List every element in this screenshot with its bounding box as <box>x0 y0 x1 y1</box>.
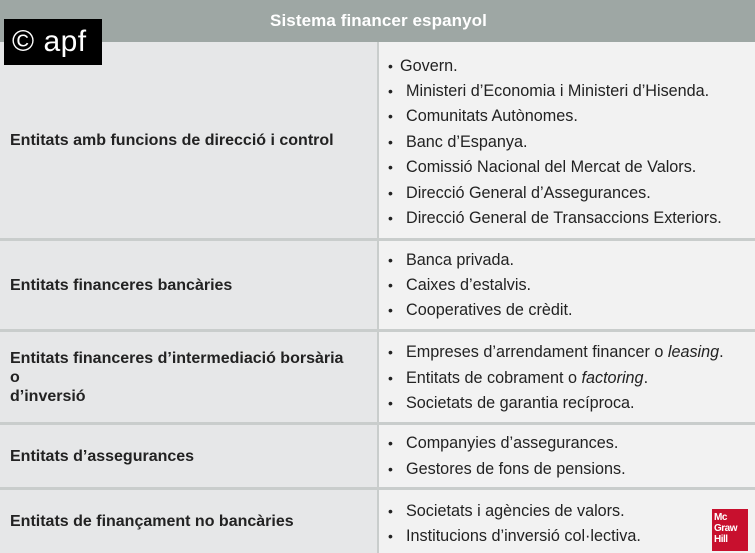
list-item: • Banc d’Espanya. <box>388 133 528 151</box>
bullet-icon: • <box>388 277 393 293</box>
bullet-icon: • <box>388 159 393 175</box>
row-label-cell <box>0 42 377 238</box>
bullet-icon: • <box>388 528 393 544</box>
bullet-icon: • <box>388 210 393 226</box>
row-label-cell <box>0 425 377 487</box>
row-label-cell <box>0 332 377 422</box>
list-item: • Gestores de fons de pensions. <box>388 460 626 478</box>
bullet-icon: • <box>388 58 393 74</box>
list-item: • Societats de garantia recíproca. <box>388 394 635 412</box>
table-title: Sistema financer espanyol <box>270 11 487 30</box>
row-items-cell <box>379 241 755 329</box>
bullet-icon: • <box>388 461 393 477</box>
list-item: • Comunitats Autònomes. <box>388 107 578 125</box>
row-label: Entitats amb funcions de direcció i control <box>10 131 334 149</box>
list-item: • Direcció General de Transaccions Exteriors. <box>388 209 722 227</box>
list-item: • Ministeri d’Economia i Ministeri d’Hisenda. <box>388 82 710 100</box>
row-label-cell <box>0 241 377 329</box>
list-item: • Caixes d’estalvis. <box>388 276 532 294</box>
bullet-icon: • <box>388 503 393 519</box>
list-item: • Societats i agències de valors. <box>388 502 625 520</box>
row-items-cell <box>379 425 755 487</box>
list-item: • Companyies d’assegurances. <box>388 434 619 452</box>
list-item: • Institucions d’inversió col·lectiva. <box>388 527 641 545</box>
bullet-icon: • <box>388 395 393 411</box>
copyright-watermark: © apf <box>4 19 102 65</box>
bullet-icon: • <box>388 108 393 124</box>
list-item: • Entitats de cobrament o factoring. <box>388 369 649 387</box>
bullet-icon: • <box>388 302 393 318</box>
bullet-icon: • <box>388 134 393 150</box>
row-label: Entitats de finançament no bancàries <box>10 513 294 530</box>
bullet-icon: • <box>388 344 393 360</box>
mcgraw-hill-logo: Mc Graw Hill <box>712 509 748 551</box>
bullet-icon: • <box>388 435 393 451</box>
bullet-icon: • <box>388 83 393 99</box>
bullet-icon: • <box>388 252 393 268</box>
list-item: • Comissió Nacional del Mercat de Valors. <box>388 158 697 176</box>
table-header <box>0 0 755 42</box>
column-divider <box>377 42 379 553</box>
list-item: • Govern. <box>388 57 458 75</box>
row-items-cell <box>379 490 755 553</box>
list-item: • Cooperatives de crèdit. <box>388 301 573 319</box>
list-item: • Empreses d’arrendament financer o leasing. <box>388 343 724 361</box>
bullet-icon: • <box>388 370 393 386</box>
row-items-cell <box>379 332 755 422</box>
list-item: • Direcció General d’Assegurances. <box>388 184 651 202</box>
row-label: Entitats financeres bancàries <box>10 276 233 294</box>
row-label-cell <box>0 490 377 553</box>
row-label: Entitats d’assegurances <box>10 447 195 465</box>
bullet-icon: • <box>388 185 393 201</box>
row-items-cell <box>379 42 755 238</box>
list-item: • Banca privada. <box>388 251 514 269</box>
row-label: Entitats financeres d’intermediació borsària o d’inversió <box>10 349 344 405</box>
